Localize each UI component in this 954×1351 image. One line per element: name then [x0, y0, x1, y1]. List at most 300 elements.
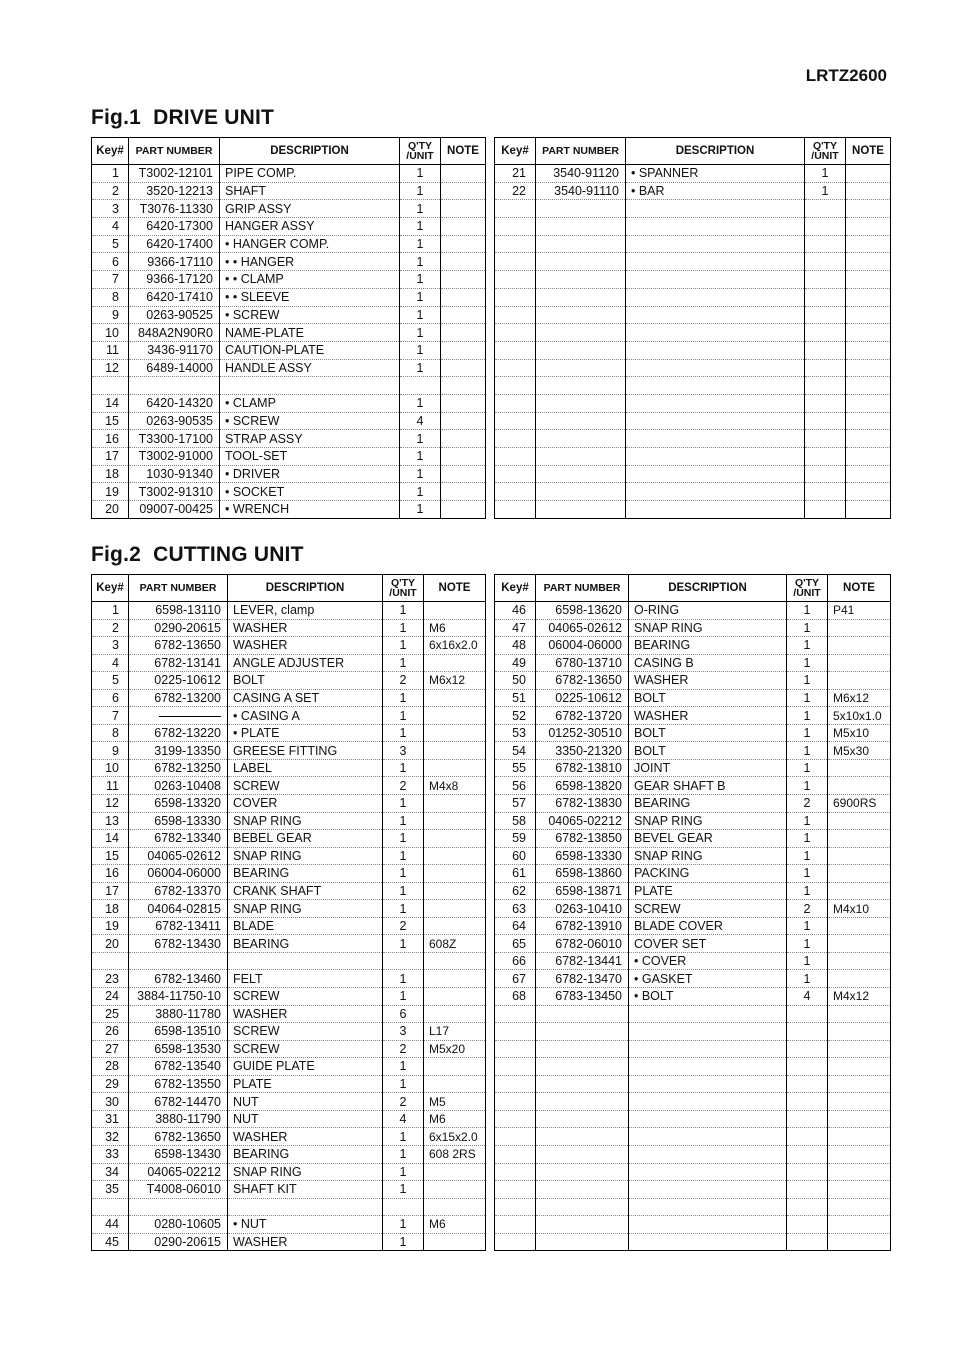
qty-cell	[787, 1128, 828, 1146]
description-cell	[626, 235, 805, 253]
qty-cell: 1	[787, 742, 828, 760]
part-number-cell	[536, 359, 626, 377]
key-cell: 59	[495, 830, 536, 848]
key-cell: 8	[92, 288, 129, 306]
header-key: Key#	[92, 138, 129, 165]
table-row	[495, 970, 891, 988]
qty-cell	[805, 465, 846, 483]
key-cell: 68	[495, 988, 536, 1006]
note-cell	[846, 359, 891, 377]
key-cell: 35	[92, 1181, 129, 1199]
description-cell: • BOLT	[629, 988, 787, 1006]
header-description: DESCRIPTION	[220, 138, 400, 165]
part-number-cell: T3002-91000	[129, 448, 220, 466]
key-cell	[495, 200, 536, 218]
note-cell	[846, 394, 891, 412]
part-number-cell	[536, 1163, 629, 1181]
note-cell	[828, 952, 891, 970]
table-row	[495, 1145, 891, 1163]
part-number-cell: 6420-17410	[129, 288, 220, 306]
qty-cell: 1	[383, 1128, 424, 1146]
note-cell	[424, 1233, 486, 1251]
description-cell: BOLT	[228, 672, 383, 690]
note-cell	[424, 1058, 486, 1076]
part-number-cell	[536, 288, 626, 306]
note-cell	[828, 1110, 891, 1128]
description-cell: SCREW	[228, 1023, 383, 1041]
key-cell: 5	[92, 235, 129, 253]
qty-cell: 1	[383, 759, 424, 777]
table-row	[92, 602, 486, 620]
description-cell: BEARING	[228, 935, 383, 953]
qty-cell	[805, 501, 846, 519]
note-cell	[424, 812, 486, 830]
table-row	[495, 795, 891, 813]
note-cell	[441, 253, 486, 271]
note-cell	[441, 412, 486, 430]
note-cell	[424, 847, 486, 865]
description-cell: WASHER	[228, 619, 383, 637]
note-cell	[828, 1181, 891, 1199]
key-cell: 45	[92, 1233, 129, 1251]
key-cell: 53	[495, 724, 536, 742]
header-qty-line2: /UNIT	[793, 587, 821, 599]
table-row	[92, 619, 486, 637]
qty-cell: 1	[383, 830, 424, 848]
note-cell	[424, 970, 486, 988]
part-number-cell: 6782-13411	[129, 917, 228, 935]
key-cell: 1	[92, 165, 129, 183]
fig2-parts-table-right	[494, 574, 891, 1251]
part-number-cell: 6598-13430	[129, 1145, 228, 1163]
description-cell	[626, 306, 805, 324]
table-row	[495, 988, 891, 1006]
key-cell: 8	[92, 724, 129, 742]
description-cell	[629, 1216, 787, 1234]
description-cell: SNAP RING	[228, 847, 383, 865]
part-number-cell	[536, 1233, 629, 1251]
qty-cell	[383, 1198, 424, 1216]
note-cell	[828, 1233, 891, 1251]
part-number-cell: 0225-10612	[536, 689, 629, 707]
note-cell	[828, 882, 891, 900]
part-number-cell: 04065-02612	[129, 847, 228, 865]
qty-cell: 1	[787, 602, 828, 620]
table-row	[495, 218, 891, 236]
note-cell	[828, 970, 891, 988]
description-cell: PACKING	[629, 865, 787, 883]
model-number: LRTZ2600	[805, 66, 887, 85]
part-number-cell: 04065-02612	[536, 619, 629, 637]
description-cell	[629, 1040, 787, 1058]
note-cell	[424, 689, 486, 707]
description-cell: NUT	[228, 1110, 383, 1128]
header-note: NOTE	[424, 575, 486, 602]
key-cell: 44	[92, 1216, 129, 1234]
description-cell: PIPE COMP.	[220, 165, 400, 183]
description-cell	[626, 359, 805, 377]
description-cell: WASHER	[629, 672, 787, 690]
table-row	[92, 1216, 486, 1234]
table-row	[495, 412, 891, 430]
table-row	[495, 271, 891, 289]
qty-cell	[805, 218, 846, 236]
part-number-cell: 01252-30510	[536, 724, 629, 742]
part-number-cell: 6420-14320	[129, 394, 220, 412]
note-cell	[424, 742, 486, 760]
qty-cell: 1	[383, 637, 424, 655]
table-row	[495, 465, 891, 483]
qty-cell: 1	[400, 218, 441, 236]
description-cell: • BAR	[626, 182, 805, 200]
part-number-cell	[536, 1040, 629, 1058]
key-cell: 20	[92, 501, 129, 519]
table-row	[495, 182, 891, 200]
note-cell	[846, 483, 891, 501]
header-qty-line1: Q'TY	[407, 140, 433, 152]
description-cell: NAME-PLATE	[220, 324, 400, 342]
qty-cell: 3	[383, 1023, 424, 1041]
table-row	[495, 1058, 891, 1076]
key-cell: 15	[92, 412, 129, 430]
key-cell: 11	[92, 777, 129, 795]
qty-cell: 2	[383, 1093, 424, 1111]
note-cell	[441, 165, 486, 183]
key-cell	[495, 1233, 536, 1251]
note-cell	[424, 759, 486, 777]
qty-cell	[805, 448, 846, 466]
table-row	[92, 324, 486, 342]
part-number-cell	[536, 1128, 629, 1146]
qty-cell: 1	[400, 483, 441, 501]
qty-cell: 1	[787, 707, 828, 725]
note-cell	[424, 865, 486, 883]
table-row	[92, 830, 486, 848]
note-cell	[828, 1023, 891, 1041]
qty-cell: 1	[383, 1163, 424, 1181]
qty-cell	[787, 1181, 828, 1199]
part-number-cell: 3880-11790	[129, 1110, 228, 1128]
note-cell: 608Z	[424, 935, 486, 953]
key-cell	[495, 1198, 536, 1216]
table-row	[92, 253, 486, 271]
part-number-cell: 6780-13710	[536, 654, 629, 672]
qty-cell: 4	[383, 1110, 424, 1128]
description-cell: • • HANGER	[220, 253, 400, 271]
key-cell	[495, 218, 536, 236]
part-number-cell: 6782-13370	[129, 882, 228, 900]
qty-cell: 1	[400, 182, 441, 200]
table-row	[92, 865, 486, 883]
table-row	[495, 882, 891, 900]
description-cell: BEARING	[629, 637, 787, 655]
part-number-cell: 0263-10408	[129, 777, 228, 795]
key-cell: 7	[92, 707, 129, 725]
description-cell: BEVEL GEAR	[629, 830, 787, 848]
header-qty-line1: Q'TY	[812, 140, 838, 152]
qty-cell	[805, 288, 846, 306]
part-number-cell: T3076-11330	[129, 200, 220, 218]
part-number-cell: 848A2N90R0	[129, 324, 220, 342]
part-number-cell: 04065-02212	[536, 812, 629, 830]
table-row	[495, 165, 891, 183]
table-row	[92, 952, 486, 970]
part-number-cell: 3350-21320	[536, 742, 629, 760]
key-cell: 57	[495, 795, 536, 813]
description-cell: CASING A SET	[228, 689, 383, 707]
qty-cell: 1	[400, 271, 441, 289]
header-qty	[400, 138, 441, 165]
description-cell: TOOL-SET	[220, 448, 400, 466]
note-cell: M5x20	[424, 1040, 486, 1058]
description-cell	[626, 483, 805, 501]
fig2-parts-table-left	[91, 574, 486, 1251]
qty-cell: 1	[400, 324, 441, 342]
description-cell: SCREW	[228, 1040, 383, 1058]
note-cell	[441, 483, 486, 501]
qty-cell: 2	[787, 900, 828, 918]
note-cell: M6x12	[828, 689, 891, 707]
part-number-cell: 6598-13330	[129, 812, 228, 830]
description-cell	[626, 253, 805, 271]
qty-cell: 1	[383, 1216, 424, 1234]
key-cell	[495, 412, 536, 430]
table-row	[92, 847, 486, 865]
part-number-cell: 3884-11750-10	[129, 988, 228, 1006]
table-header-row	[495, 138, 891, 165]
key-cell: 19	[92, 917, 129, 935]
qty-cell	[805, 412, 846, 430]
note-cell	[441, 182, 486, 200]
key-cell: 26	[92, 1023, 129, 1041]
qty-cell: 1	[400, 288, 441, 306]
note-cell	[846, 501, 891, 519]
table-row	[92, 271, 486, 289]
header-qty	[383, 575, 424, 602]
key-cell: 20	[92, 935, 129, 953]
description-cell	[626, 341, 805, 359]
qty-cell	[787, 1110, 828, 1128]
part-number-cell: 6782-13850	[536, 830, 629, 848]
part-number-cell: 6782-13470	[536, 970, 629, 988]
qty-cell: 6	[383, 1005, 424, 1023]
note-cell: M5	[424, 1093, 486, 1111]
part-number-cell: 6782-13810	[536, 759, 629, 777]
note-cell	[828, 865, 891, 883]
note-cell	[424, 952, 486, 970]
key-cell	[92, 377, 129, 395]
table-header-row	[495, 575, 891, 602]
key-cell	[495, 1058, 536, 1076]
table-row	[92, 1163, 486, 1181]
key-cell	[495, 306, 536, 324]
qty-cell	[805, 341, 846, 359]
description-cell	[626, 288, 805, 306]
key-cell: 25	[92, 1005, 129, 1023]
note-cell: M5x10	[828, 724, 891, 742]
table-row	[495, 654, 891, 672]
table-row	[92, 900, 486, 918]
note-cell	[846, 412, 891, 430]
note-cell	[424, 988, 486, 1006]
header-description: DESCRIPTION	[629, 575, 787, 602]
description-cell: WASHER	[228, 1128, 383, 1146]
table-row	[92, 672, 486, 690]
note-cell	[424, 1075, 486, 1093]
description-cell	[629, 1110, 787, 1128]
note-cell	[846, 341, 891, 359]
table-row	[92, 759, 486, 777]
qty-cell: 1	[383, 707, 424, 725]
description-cell	[626, 465, 805, 483]
qty-cell	[805, 359, 846, 377]
description-cell	[629, 1093, 787, 1111]
table-row	[92, 882, 486, 900]
table-row	[495, 724, 891, 742]
part-number-cell: 6782-13441	[536, 952, 629, 970]
part-number-cell: 3540-91120	[536, 165, 626, 183]
description-cell	[220, 377, 400, 395]
fig2-title: Fig.2 CUTTING UNIT	[91, 543, 304, 566]
note-cell	[828, 1216, 891, 1234]
description-cell	[626, 448, 805, 466]
key-cell	[495, 1023, 536, 1041]
key-cell: 58	[495, 812, 536, 830]
description-cell: • SPANNER	[626, 165, 805, 183]
qty-cell: 1	[787, 672, 828, 690]
qty-cell	[787, 1023, 828, 1041]
description-cell: PLATE	[629, 882, 787, 900]
part-number-cell: T3300-17100	[129, 430, 220, 448]
note-cell	[846, 271, 891, 289]
part-number-cell	[536, 235, 626, 253]
table-header-row	[92, 138, 486, 165]
note-cell	[846, 235, 891, 253]
table-row	[92, 377, 486, 395]
note-cell	[828, 847, 891, 865]
part-number-cell: 0280-10605	[129, 1216, 228, 1234]
description-cell: LABEL	[228, 759, 383, 777]
description-cell: • SOCKET	[220, 483, 400, 501]
part-number-cell: 6420-17400	[129, 235, 220, 253]
qty-cell	[787, 1040, 828, 1058]
qty-cell: 1	[787, 812, 828, 830]
note-cell	[828, 1128, 891, 1146]
table-row	[92, 742, 486, 760]
part-number-cell: T4008-06010	[129, 1181, 228, 1199]
qty-cell: 2	[787, 795, 828, 813]
qty-cell: 1	[400, 341, 441, 359]
note-cell	[441, 430, 486, 448]
note-cell	[846, 253, 891, 271]
qty-cell: 1	[383, 1233, 424, 1251]
key-cell	[92, 1198, 129, 1216]
table-row	[495, 1216, 891, 1234]
key-cell	[92, 952, 129, 970]
description-cell: BOLT	[629, 689, 787, 707]
key-cell: 18	[92, 465, 129, 483]
description-cell: GEAR SHAFT B	[629, 777, 787, 795]
key-cell	[495, 1075, 536, 1093]
qty-cell	[787, 1163, 828, 1181]
header-qty-line2: /UNIT	[389, 587, 417, 599]
description-cell: SCREW	[228, 988, 383, 1006]
part-number-cell: 6782-13430	[129, 935, 228, 953]
table-row	[92, 689, 486, 707]
key-cell: 3	[92, 637, 129, 655]
note-cell	[441, 465, 486, 483]
qty-cell: 1	[787, 917, 828, 935]
part-number-cell: 6598-13620	[536, 602, 629, 620]
part-number-cell: 6782-13340	[129, 830, 228, 848]
note-cell: M6	[424, 1110, 486, 1128]
qty-cell: 1	[383, 1181, 424, 1199]
note-cell	[828, 935, 891, 953]
part-number-cell: 6598-13820	[536, 777, 629, 795]
table-row	[92, 1005, 486, 1023]
header-part-number: PART NUMBER	[536, 575, 629, 602]
description-cell	[629, 1198, 787, 1216]
description-cell: WASHER	[629, 707, 787, 725]
table-row	[92, 359, 486, 377]
note-cell	[441, 341, 486, 359]
key-cell: 15	[92, 847, 129, 865]
table-row	[495, 483, 891, 501]
part-number-cell: 3199-13350	[129, 742, 228, 760]
description-cell	[629, 1181, 787, 1199]
note-cell: M6	[424, 1216, 486, 1234]
header-key: Key#	[92, 575, 129, 602]
part-number-cell: 6598-13330	[536, 847, 629, 865]
key-cell	[495, 448, 536, 466]
qty-cell: 1	[400, 200, 441, 218]
table-row	[92, 1075, 486, 1093]
part-number-cell	[536, 1075, 629, 1093]
table-row	[495, 1233, 891, 1251]
note-cell: M5x30	[828, 742, 891, 760]
description-cell	[629, 1128, 787, 1146]
part-number-cell	[129, 707, 228, 725]
qty-cell: 1	[383, 812, 424, 830]
note-cell	[828, 812, 891, 830]
part-number-cell	[536, 1110, 629, 1128]
part-number-cell: 6782-13220	[129, 724, 228, 742]
table-row	[92, 1145, 486, 1163]
key-cell: 52	[495, 707, 536, 725]
key-cell: 13	[92, 812, 129, 830]
key-cell: 3	[92, 200, 129, 218]
description-cell: • HANGER COMP.	[220, 235, 400, 253]
description-cell: SNAP RING	[228, 812, 383, 830]
qty-cell: 2	[383, 917, 424, 935]
table-row	[92, 218, 486, 236]
table-row	[495, 637, 891, 655]
description-cell: GRIP ASSY	[220, 200, 400, 218]
table-row	[92, 394, 486, 412]
table-row	[92, 1198, 486, 1216]
key-cell: 34	[92, 1163, 129, 1181]
key-cell: 9	[92, 742, 129, 760]
table-row	[495, 865, 891, 883]
description-cell: BOLT	[629, 724, 787, 742]
note-cell	[441, 377, 486, 395]
description-cell: HANGER ASSY	[220, 218, 400, 236]
part-number-cell: 6598-13860	[536, 865, 629, 883]
key-cell: 46	[495, 602, 536, 620]
note-cell	[828, 1163, 891, 1181]
note-cell	[828, 917, 891, 935]
part-number-cell: 6782-13650	[536, 672, 629, 690]
